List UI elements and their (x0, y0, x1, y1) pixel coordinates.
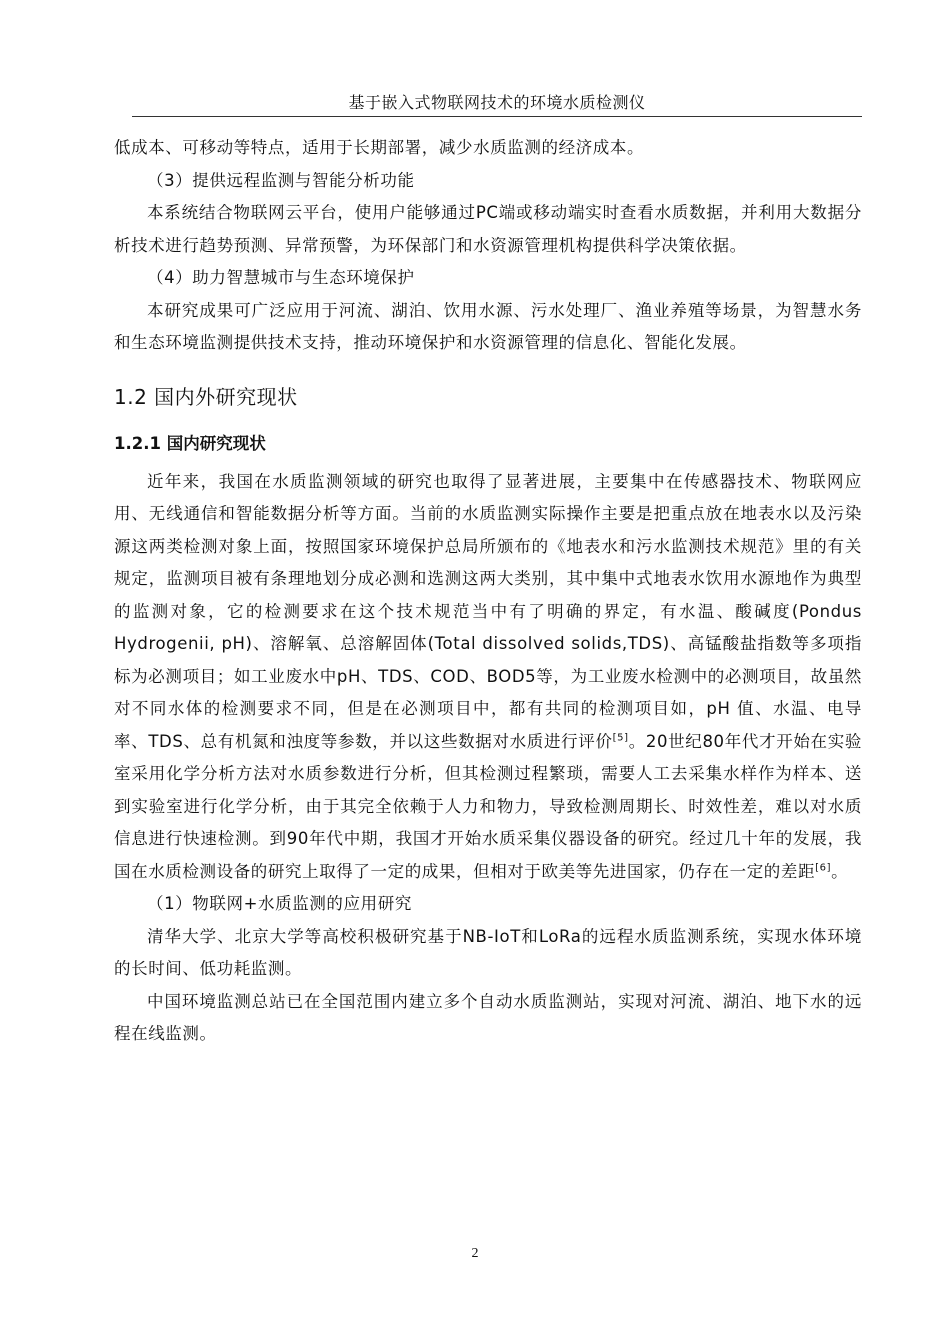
domestic-text-part-1: 近年来，我国在水质监测领域的研究也取得了显著进展，主要集中在传感器技术、物联网应用、无线通信和智能数据分析等方面。当前的水质监测实际操作主要是把重点放在地表水以及污染源这两类检测对象上面，按照国家环境保护总局所颁布的《地表水和污水监测技术规范》里的有关规定，监测项目被有条理地划分成必测和选测这两大类别，其中集中式地表水饮用水源地作为典型的监测对象，它的检测要求在这个技术规范当中有了明确的界定，有水温、酸碱度(Pondus Hydrogenii, pH)、溶解氧、总溶解固体(Total dissolved solids,TDS)、高锰酸盐指数等多项指标为必测项目；如工业废水中pH、TDS、COD、BOD5等，为工业废水检测中的必测项目，故虽然对不同水体的检测要求不同，但是在必测项目中，都有共同的检测项目如，pH 值、水温、电导率、TDS、总有机氮和浊度等参数，并以这些数据对水质进行评价 (114, 471, 862, 751)
section-heading: 1.2 国内外研究现状 (114, 384, 298, 409)
subsection-heading: 1.2.1 国内研究现状 (114, 433, 266, 453)
running-header: 基于嵌入式物联网技术的环境水质检测仪 (348, 93, 646, 112)
item-3-body: 本系统结合物联网云平台，使用户能够通过PC端或移动端实时查看水质数据，并利用大数据分析技术进行趋势预测、异常预警，为环保部门和水资源管理机构提供科学决策依据。 (114, 203, 862, 255)
citation-6: [6] (815, 862, 832, 873)
page-number: 2 (471, 1246, 479, 1261)
header-divider (132, 116, 862, 117)
citation-5: [5] (612, 732, 629, 743)
paragraph-continuation: 低成本、可移动等特点，适用于长期部署，减少水质监测的经济成本。 (114, 138, 645, 157)
item-1-title: （1）物联网+水质监测的应用研究 (147, 894, 412, 913)
domestic-text-part-2: 。20世纪80年代才开始在实验室采用化学分析方法对水质参数进行分析，但其检测过程繁琐，需要人工去采集水样作为样本、送到实验室进行化学分析，由于其完全依赖于人力和物力，导致检测周期长、时效性差，难以对水质信息进行快速检测。到90年代中期，我国才开始水质采集仪器设备的研究。经过几十年的发展，我国在水质检测设备的研究上取得了一定的成果，但相对于欧美等先进国家，仍存在一定的差距 (114, 731, 862, 881)
item-1-body-2: 中国环境监测总站已在全国范围内建立多个自动水质监测站，实现对河流、湖泊、地下水的远程在线监测。 (114, 991, 862, 1043)
domestic-text-part-3: 。 (831, 861, 849, 881)
item-4-body: 本研究成果可广泛应用于河流、湖泊、饮用水源、污水处理厂、渔业养殖等场景，为智慧水务和生态环境监测提供技术支持，推动环境保护和水资源管理的信息化、智能化发展。 (114, 300, 862, 352)
page-body (114, 132, 862, 1051)
item-3-title: （3）提供远程监测与智能分析功能 (147, 170, 415, 190)
item-4-title: （4）助力智慧城市与生态环境保护 (147, 268, 415, 287)
item-1-body-1: 清华大学、北京大学等高校积极研究基于NB-IoT和LoRa的远程水质监测系统，实现水体环境的长时间、低功耗监测。 (114, 926, 862, 978)
domestic-research-paragraph (114, 466, 862, 889)
